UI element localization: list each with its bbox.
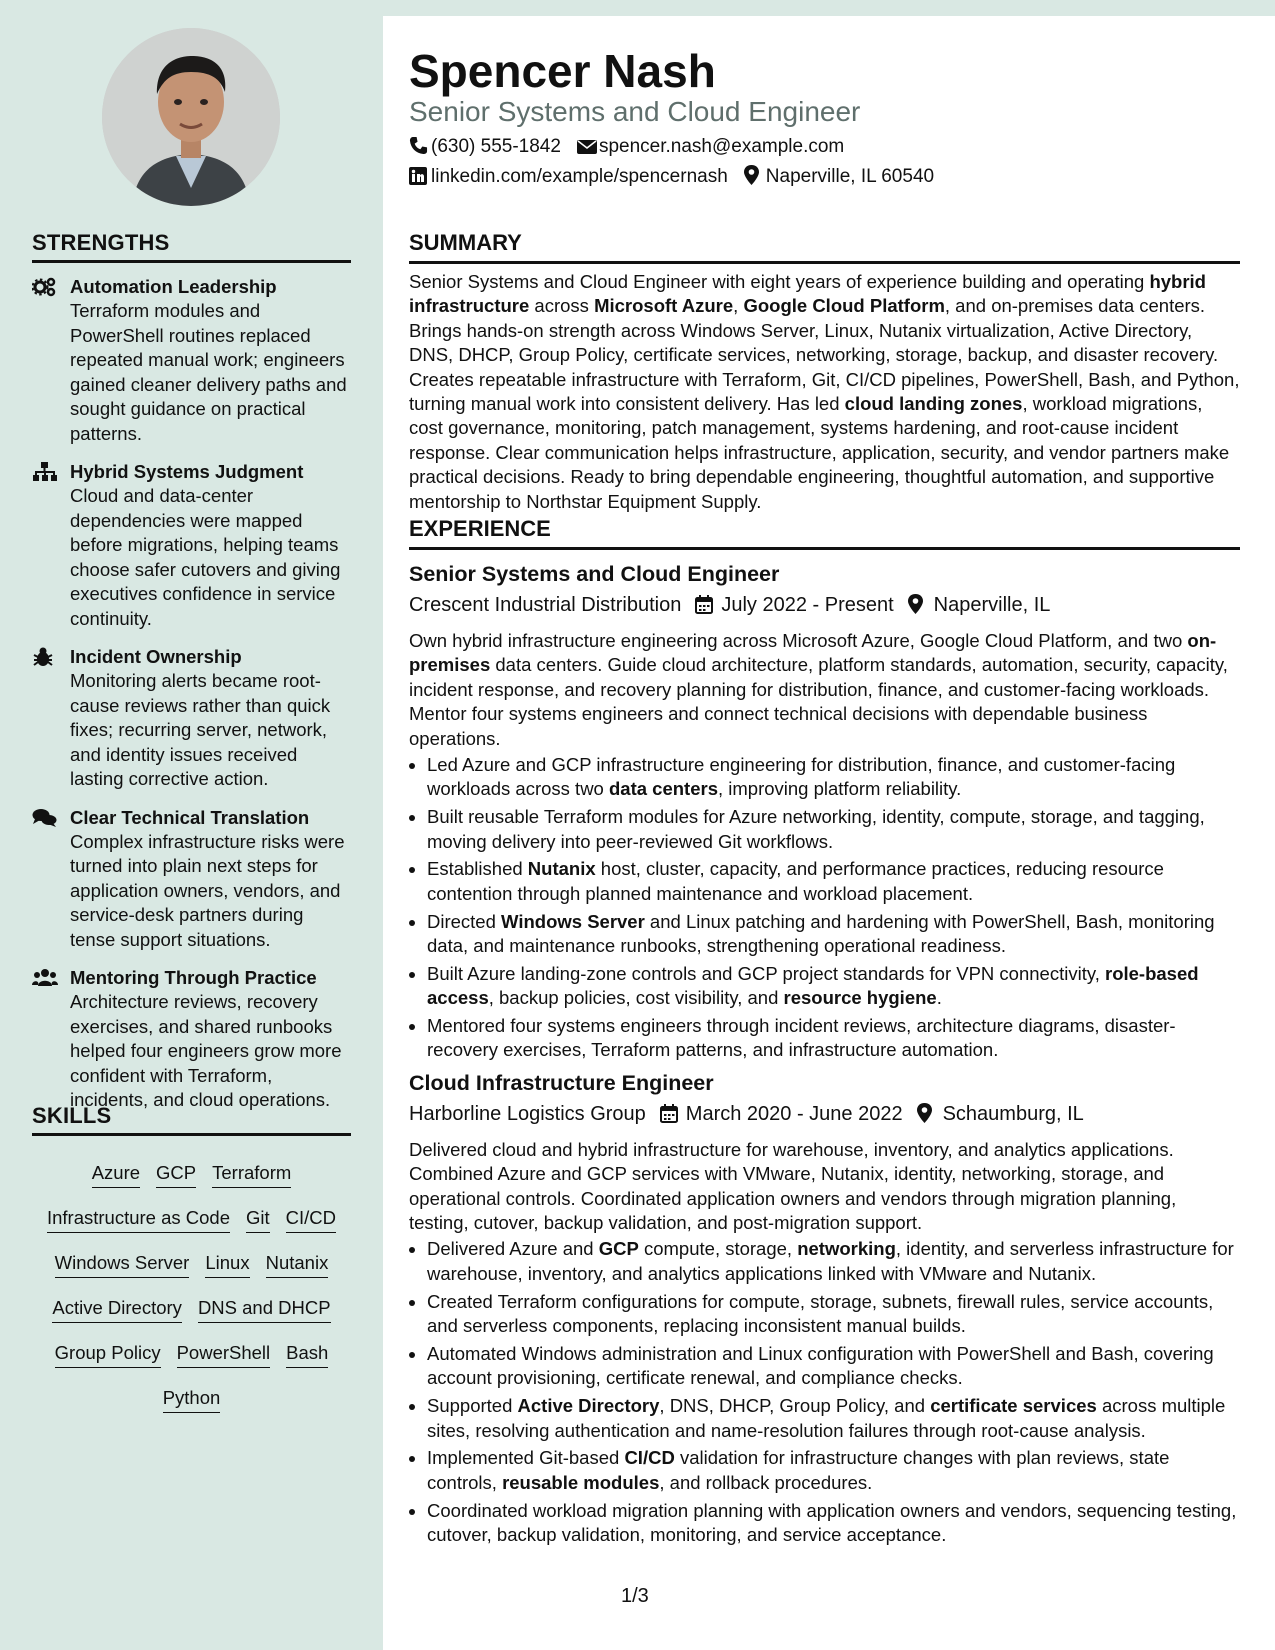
- candidate-name: Spencer Nash: [409, 45, 716, 97]
- skills-section: [32, 1103, 351, 1422]
- job-company: Harborline Logistics Group: [409, 1102, 646, 1125]
- strength-item: [32, 966, 351, 1113]
- profile-photo: [102, 28, 280, 206]
- job-bullet: • Led Azure and GCP infrastructure engineering for distribution, finance, and customer-facing workloads across two data centers, improving platform reliability.: [427, 753, 1240, 802]
- comments-icon: [32, 808, 58, 828]
- summary-text: Senior Systems and Cloud Engineer with eight years of experience building and operating hybrid infrastructure across Microsoft Azure, Google Cloud Platform, and on-premises data centers. Brings hands-on strength across Windows Server, Linux, Nutanix virtualization, Active Directory, DNS, DHCP, Group Policy, certificate services, networking, storage, backup, and disaster recovery. Creates repeatable infrastructure with Terraform, Git, CI/CD pipelines, PowerShell, Bash, and Python, turning manual work into consistent delivery. Has led cloud landing zones, workload migrations, cost governance, monitoring, patch management, systems hardening, and root-cause incident response. Clear communication helps infrastructure, application, security, and vendor partners make practical decisions. Ready to bring dependable engineering, thoughtful automation, and supportive mentorship to Northstar Equipment Supply.: [409, 271, 1240, 512]
- skill-tag: Git: [246, 1205, 270, 1233]
- contact-line-2: [409, 164, 934, 193]
- skill-tag: Active Directory: [52, 1295, 182, 1323]
- skill-tag: Azure: [92, 1160, 140, 1188]
- job-meta: [409, 1100, 1240, 1131]
- sitemap-icon: [32, 462, 58, 482]
- job-company: Crescent Industrial Distribution: [409, 594, 682, 616]
- skill-tag: Python: [163, 1385, 221, 1413]
- job-bullets: [409, 753, 1240, 1063]
- main-content: [383, 16, 1275, 1650]
- strength-text: Monitoring alerts became root-cause reviews rather than quick fixes; recurring server, network, and identity issues received lasting corrective action.: [70, 670, 331, 789]
- strength-title: Hybrid Systems Judgment: [70, 461, 304, 482]
- bug-icon: [32, 647, 58, 667]
- strength-title: Incident Ownership: [70, 646, 242, 667]
- strength-title: Mentoring Through Practice: [70, 967, 317, 988]
- job-bullet: • Supported Active Directory, DNS, DHCP, Group Policy, and certificate services across multiple sites, resolving authentication and name-resolution failures through root-cause analysis.: [427, 1394, 1240, 1443]
- skill-tag: GCP: [156, 1160, 196, 1188]
- skill-tag: Group Policy: [55, 1340, 161, 1368]
- skill-tag: PowerShell: [177, 1340, 271, 1368]
- strength-title: Clear Technical Translation: [70, 806, 310, 828]
- skill-tag: Linux: [205, 1250, 249, 1278]
- summary-section: [409, 230, 1240, 514]
- page-indicator: 1/3: [621, 1585, 649, 1607]
- calendar-icon: [660, 1103, 680, 1131]
- job-entry: [409, 560, 1240, 1063]
- skill-tag: Terraform: [212, 1160, 291, 1188]
- strength-item: [32, 645, 351, 792]
- calendar-icon: [695, 594, 715, 622]
- linkedin-link[interactable]: linkedin.com/example/spencernash: [431, 166, 728, 187]
- map-marker-icon: [744, 165, 766, 193]
- strength-text: Terraform modules and PowerShell routines replaced repeated manual work; engineers gained cleaner delivery paths and sought guidance on practical patterns.: [70, 300, 347, 444]
- map-marker-icon: [917, 1103, 937, 1131]
- job-bullet: • Created Terraform configurations for compute, storage, subnets, firewall rules, service accounts, and serverless components, replacing inconsistent manual builds.: [427, 1290, 1240, 1339]
- job-bullet: • Built Azure landing-zone controls and GCP project standards for VPN connectivity, role-based access, backup policies, cost visibility, and resource hygiene.: [427, 962, 1240, 1011]
- strength-text: Cloud and data-center dependencies were mapped before migrations, helping teams choose safer cutovers and giving executives confidence in service continuity.: [70, 485, 341, 629]
- job-bullet: • Mentored four systems engineers through incident reviews, architecture diagrams, disaster-recovery exercises, Terraform patterns, and infrastructure automation.: [427, 1014, 1240, 1063]
- summary-heading: SUMMARY: [409, 230, 1240, 264]
- skill-tag: Bash: [286, 1340, 328, 1368]
- job-intro: Own hybrid infrastructure engineering across Microsoft Azure, Google Cloud Platform, and two on-premises data centers. Guide cloud architecture, platform standards, automation, security, capacity, incident response, and recovery planning for distribution, finance, and customer-facing workloads. Mentor four systems engineers and connect technical decisions with dependable business operations.: [409, 630, 1228, 749]
- strength-item: [32, 806, 351, 953]
- candidate-title: Senior Systems and Cloud Engineer: [409, 96, 861, 127]
- skill-tag: Windows Server: [55, 1250, 190, 1278]
- job-bullet: • Established Nutanix host, cluster, capacity, and performance practices, reducing resource contention through planned maintenance and workload placement.: [427, 857, 1240, 906]
- job-bullet: • Built reusable Terraform modules for Azure networking, identity, compute, storage, and tagging, moving delivery into peer-reviewed Git workflows.: [427, 805, 1240, 854]
- phone-icon: [409, 136, 431, 163]
- skills-list: [32, 1152, 351, 1422]
- experience-section: [409, 516, 1240, 1551]
- strength-text: Architecture reviews, recovery exercises, and shared runbooks helped four engineers grow more confident with Terraform, incidents, and cloud operations.: [70, 991, 342, 1110]
- strengths-heading: STRENGTHS: [32, 230, 351, 263]
- strength-title: Automation Leadership: [70, 276, 277, 297]
- skill-tag: CI/CD: [286, 1205, 336, 1233]
- job-bullet: • Coordinated workload migration planning with application owners and vendors, sequencing testing, cutover, backup validation, monitoring, and service acceptance.: [427, 1499, 1240, 1548]
- strength-item: [32, 460, 351, 631]
- job-location: Schaumburg, IL: [942, 1102, 1084, 1125]
- job-intro: Delivered cloud and hybrid infrastructure for warehouse, inventory, and analytics applications. Combined Azure and GCP services with VMware, Nutanix, identity, networking, storage, and operational controls. Coordinated application owners and vendors through migration planning, testing, cutover, backup validation, and post-migration support.: [409, 1138, 1177, 1234]
- job-bullet: • Directed Windows Server and Linux patching and hardening with PowerShell, Bash, monitoring data, and maintenance runbooks, strengthening operational readiness.: [427, 910, 1240, 959]
- skill-tag: DNS and DHCP: [198, 1295, 331, 1323]
- job-dates: March 2020 - June 2022: [685, 1102, 903, 1125]
- job-location: Naperville, IL: [933, 594, 1051, 616]
- job-bullet: • Automated Windows administration and Linux configuration with PowerShell and Bash, covering account provisioning, certificate renewal, and compliance checks.: [427, 1342, 1240, 1391]
- job-entry: [409, 1069, 1240, 1547]
- gears-icon: [32, 277, 58, 297]
- strength-item: [32, 275, 351, 446]
- skills-heading: SKILLS: [32, 1103, 351, 1136]
- map-marker-icon: [908, 594, 928, 622]
- sidebar: [0, 0, 383, 1650]
- strengths-section: [32, 230, 351, 1113]
- job-bullet: • Delivered Azure and GCP compute, storage, networking, identity, and serverless infrastructure for warehouse, inventory, and analytics applications linked with VMware and Nutanix.: [427, 1237, 1240, 1286]
- skill-tag: Nutanix: [266, 1250, 329, 1278]
- skill-tag: Infrastructure as Code: [47, 1205, 230, 1233]
- strength-text: Complex infrastructure risks were turned into plain next steps for application owners, vendors, and service-desk partners during tense support situations.: [70, 830, 345, 950]
- job-dates: July 2022 - Present: [721, 594, 894, 616]
- job-meta: [409, 591, 1240, 622]
- contact-line-1: [409, 134, 844, 163]
- experience-heading: EXPERIENCE: [409, 516, 1240, 550]
- envelope-icon: [577, 137, 599, 163]
- job-bullet: • Implemented Git-based CI/CD validation for infrastructure changes with plan reviews, state controls, reusable modules, and rollback procedures.: [427, 1446, 1240, 1495]
- users-icon: [32, 968, 58, 988]
- job-role: Senior Systems and Cloud Engineer: [409, 562, 780, 586]
- job-bullets: [409, 1237, 1240, 1547]
- linkedin-icon: [409, 167, 431, 193]
- location-text: Naperville, IL 60540: [765, 166, 935, 187]
- phone-text: (630) 555-1842: [431, 136, 561, 157]
- email-link[interactable]: spencer.nash@example.com: [598, 136, 845, 157]
- job-role: Cloud Infrastructure Engineer: [409, 1070, 714, 1095]
